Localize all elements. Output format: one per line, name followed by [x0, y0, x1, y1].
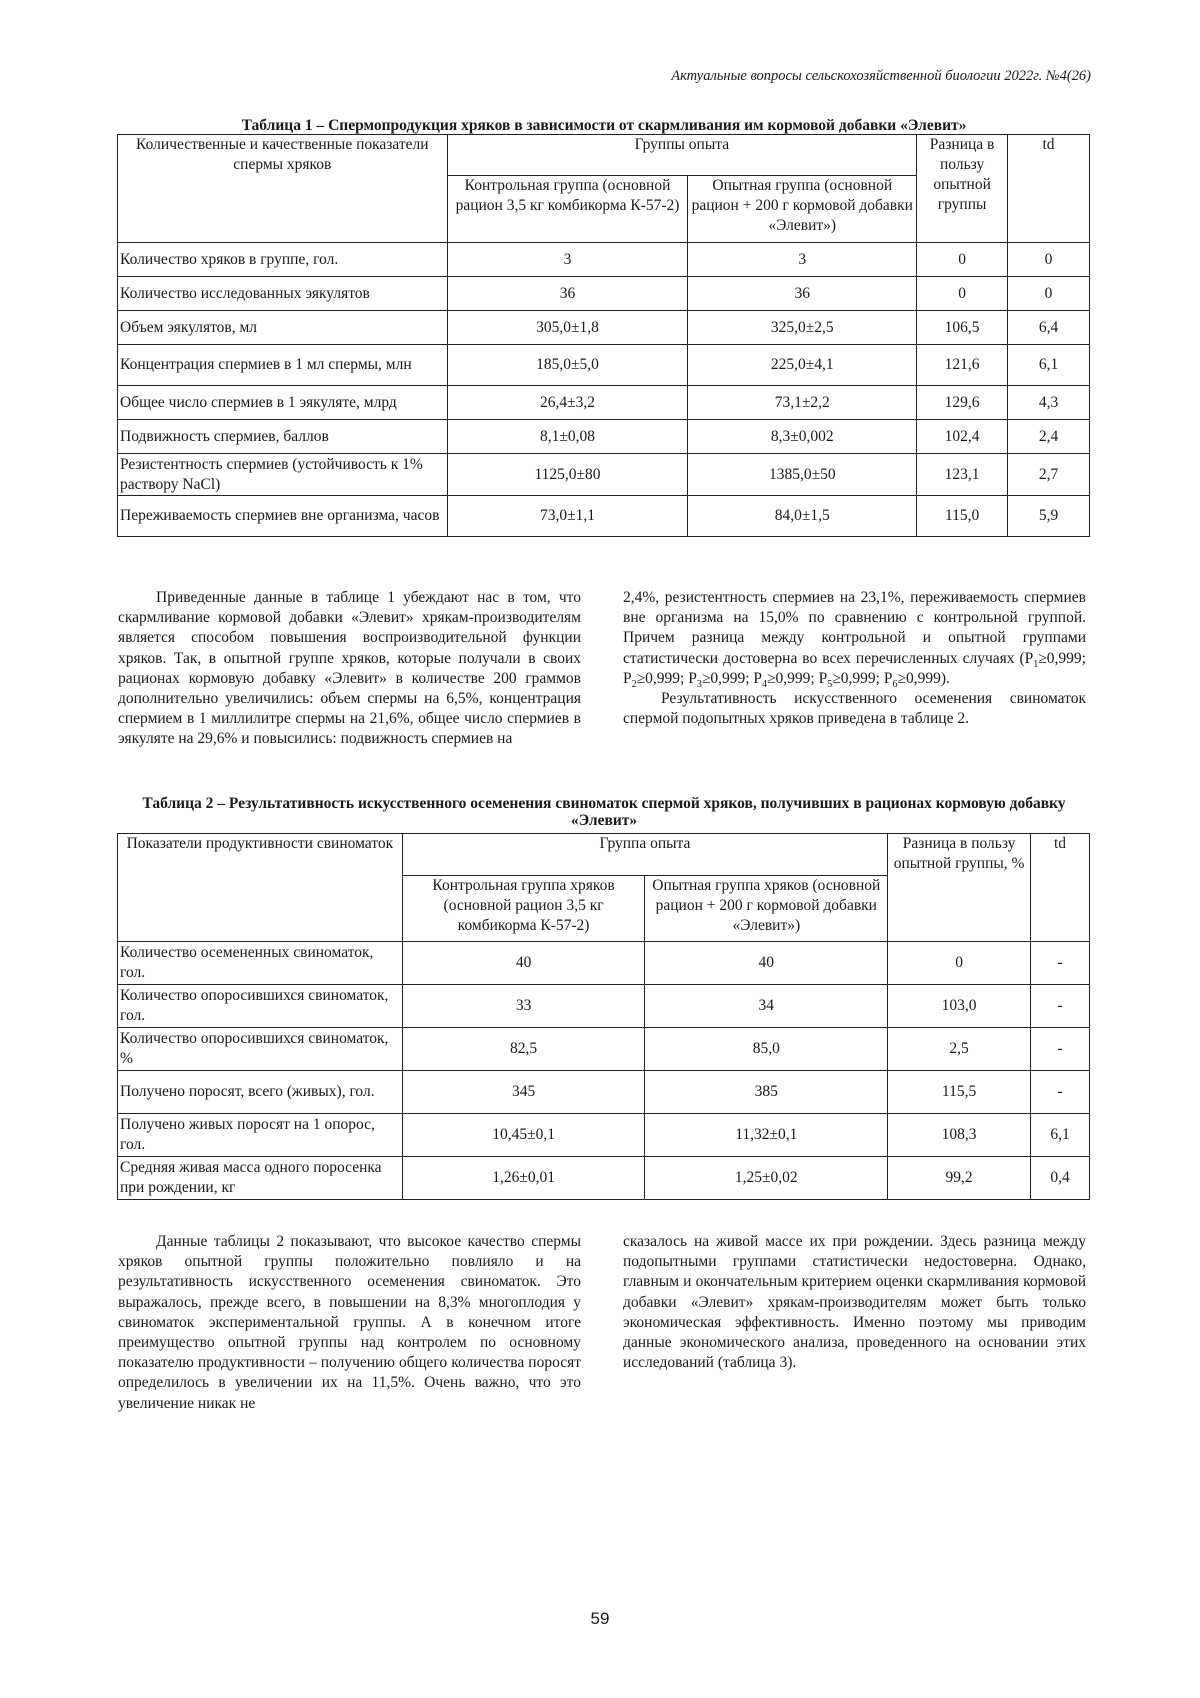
- table-row: [118, 942, 1090, 985]
- cell-td: -: [1031, 1071, 1090, 1114]
- table1-header-difference: Разница в пользу опытной группы: [917, 135, 1008, 243]
- cell-experimental: 1,25±0,02: [645, 1157, 888, 1200]
- table-row: [118, 1157, 1090, 1200]
- cell-experimental: 1385,0±50: [688, 454, 917, 496]
- cell-experimental: 34: [645, 985, 888, 1028]
- cell-td: 0: [1008, 243, 1090, 277]
- table-row: [118, 1028, 1090, 1071]
- cell-experimental: 73,1±2,2: [688, 386, 917, 420]
- cell-difference: 121,6: [917, 345, 1008, 386]
- cell-control: 26,4±3,2: [447, 386, 688, 420]
- cell-control: 40: [402, 942, 645, 985]
- table2-header-experimental: Опытная группа хряков (основной рацион + 200 г кормовой добавки «Элевит»): [645, 876, 888, 942]
- cell-control: 8,1±0,08: [447, 420, 688, 454]
- running-header: Актуальные вопросы сельскохозяйственной биологии 2022г. №4(26): [671, 68, 1091, 84]
- table-row: [118, 277, 1090, 311]
- p3-symbol: P: [688, 669, 697, 687]
- cell-control: 3: [447, 243, 688, 277]
- p4-value: ≥0,999;: [767, 669, 819, 687]
- page-number: 59: [590, 1609, 610, 1628]
- p2-symbol: P: [623, 669, 632, 687]
- cell-difference: 129,6: [917, 386, 1008, 420]
- cell-experimental: 85,0: [645, 1028, 888, 1071]
- body-text-left-2: [118, 1232, 581, 1414]
- cell-td: 4,3: [1008, 386, 1090, 420]
- row-label: Переживаемость спермиев вне организма, часов: [118, 496, 448, 537]
- cell-td: -: [1031, 1028, 1090, 1071]
- row-label: Общее число спермиев в 1 эякуляте, млрд: [118, 386, 448, 420]
- p6-subscript: 6: [892, 678, 898, 690]
- cell-td: 0,4: [1031, 1157, 1090, 1200]
- body-text-right-1: [623, 588, 1086, 729]
- cell-experimental: 225,0±4,1: [688, 345, 917, 386]
- cell-difference: 106,5: [917, 311, 1008, 345]
- p1-value: ≥0,999;: [1038, 649, 1086, 667]
- cell-control: 73,0±1,1: [447, 496, 688, 537]
- cell-difference: 123,1: [917, 454, 1008, 496]
- cell-difference: 115,5: [888, 1071, 1031, 1114]
- cell-experimental: 84,0±1,5: [688, 496, 917, 537]
- cell-control: 185,0±5,0: [447, 345, 688, 386]
- p2-value: ≥0,999;: [636, 669, 689, 687]
- table1: [117, 134, 1090, 537]
- cell-td: 2,4: [1008, 420, 1090, 454]
- p3-subscript: 3: [696, 678, 702, 690]
- cell-control: 1,26±0,01: [402, 1157, 645, 1200]
- table1-header-groups: Группы опыта: [447, 135, 916, 176]
- cell-td: 6,4: [1008, 311, 1090, 345]
- cell-control: 82,5: [402, 1028, 645, 1071]
- table2: [117, 833, 1090, 1200]
- table1-header-td: td: [1008, 135, 1090, 243]
- p5-symbol: P: [818, 669, 828, 687]
- paragraph: Данные таблицы 2 показывают, что высокое качество спермы хряков опытной группы положительно повлияло и на результативность искусственного осеменения свиноматок. Это выражалось, прежде всего, в повышении на 8,3% многоплодия у свиноматок экспериментальной группы. А в конечном итоге преимущество опытной группы над контролем по основному показателю продуктивности – получению общего количества поросят определилось в увеличении их на 11,5%. Очень важно, что это увеличение никак не: [118, 1233, 581, 1412]
- text-run: 2,4%, резистентность спермиев на 23,1%, переживаемость спермиев вне организма на 15,0% по сравнению с контрольной группой. Причем разница между контрольной и опытной группами статистически достоверна во всех перечисленных случаях (: [623, 589, 1086, 667]
- p3-value: ≥0,999;: [701, 669, 754, 687]
- cell-control: 305,0±1,8: [447, 311, 688, 345]
- cell-difference: 115,0: [917, 496, 1008, 537]
- table2-caption: Таблица 2 – Результативность искусственного осеменения свиноматок спермой хряков, получивших в рационах кормовую добавку «Элевит»: [142, 795, 1066, 829]
- cell-control: 345: [402, 1071, 645, 1114]
- row-label: Количество опоросившихся свиноматок, гол.: [118, 985, 403, 1028]
- cell-difference: 108,3: [888, 1114, 1031, 1157]
- table-row: [118, 311, 1090, 345]
- table-row: [118, 1071, 1090, 1114]
- cell-control: 33: [402, 985, 645, 1028]
- cell-control: 1125,0±80: [447, 454, 688, 496]
- cell-td: -: [1031, 985, 1090, 1028]
- p4-symbol: P: [753, 669, 763, 687]
- cell-experimental: 8,3±0,002: [688, 420, 917, 454]
- row-label: Количество опоросившихся свиноматок, %: [118, 1028, 403, 1071]
- table1-header-experimental: Опытная группа (основной рацион + 200 г кормовой добавки «Элевит»): [688, 176, 917, 243]
- table1-header-control: Контрольная группа (основной рацион 3,5 кг комбикорма К-57-2): [447, 176, 688, 243]
- table-row: [118, 345, 1090, 386]
- table-row: [118, 454, 1090, 496]
- table-row: [118, 496, 1090, 537]
- cell-experimental: 36: [688, 277, 917, 311]
- table2-header-td: td: [1031, 834, 1090, 942]
- cell-difference: 99,2: [888, 1157, 1031, 1200]
- table-row: [118, 1114, 1090, 1157]
- table-row: [118, 243, 1090, 277]
- cell-difference: 102,4: [917, 420, 1008, 454]
- table1-header-indicator: Количественные и качественные показатели спермы хряков: [118, 135, 448, 243]
- cell-difference: 0: [917, 277, 1008, 311]
- cell-td: 6,1: [1008, 345, 1090, 386]
- p5-value: ≥0,999;: [832, 669, 884, 687]
- table-row: [118, 985, 1090, 1028]
- body-text-right-2: [623, 1232, 1086, 1373]
- row-label: Получено живых поросят на 1 опорос, гол.: [118, 1114, 403, 1157]
- row-label: Средняя живая масса одного поросенка при рождении, кг: [118, 1157, 403, 1200]
- table2-header-groups: Группа опыта: [402, 834, 887, 876]
- cell-control: 10,45±0,1: [402, 1114, 645, 1157]
- cell-difference: 103,0: [888, 985, 1031, 1028]
- cell-difference: 2,5: [888, 1028, 1031, 1071]
- p6-symbol: P: [883, 669, 893, 687]
- p1-subscript: 1: [1033, 658, 1039, 670]
- cell-experimental: 3: [688, 243, 917, 277]
- cell-control: 36: [447, 277, 688, 311]
- paragraph: Приведенные данные в таблице 1 убеждают нас в том, что скармливание кормовой добавки «Элевит» хрякам-производителям является способом повышения воспроизводительной функции хряков. Так, в опытной группе хряков, которые получали в своих рационах кормовую добавку «Элевит» в количестве 200 граммов дополнительно увеличились: объем спермы на 6,5%, концентрация спермием в 1 миллилитре спермы на 21,6%, общее число спермиев в эякуляте на 29,6% и повысились: подвижность спермиев на: [118, 589, 581, 748]
- row-label: Количество хряков в группе, гол.: [118, 243, 448, 277]
- table-row: [118, 420, 1090, 454]
- p1-symbol: P: [1024, 649, 1034, 667]
- row-label: Объем эякулятов, мл: [118, 311, 448, 345]
- cell-experimental: 11,32±0,1: [645, 1114, 888, 1157]
- row-label: Подвижность спермиев, баллов: [118, 420, 448, 454]
- row-label: Количество исследованных эякулятов: [118, 277, 448, 311]
- cell-experimental: 40: [645, 942, 888, 985]
- table-row: [118, 386, 1090, 420]
- cell-experimental: 385: [645, 1071, 888, 1114]
- table2-header-difference: Разница в пользу опытной группы, %: [888, 834, 1031, 942]
- cell-experimental: 325,0±2,5: [688, 311, 917, 345]
- row-label: Получено поросят, всего (живых), гол.: [118, 1071, 403, 1114]
- table2-header-indicator: Показатели продуктивности свиноматок: [118, 834, 403, 942]
- p4-subscript: 4: [762, 678, 768, 690]
- row-label: Количество осемененных свиноматок, гол.: [118, 942, 403, 985]
- paragraph: сказалось на живой массе их при рождении. Здесь разница между подопытными группами статистически недостоверна. Однако, главным и окончательным критерием оценки скармливания кормовой добавки «Элевит» хрякам-производителям может быть только экономическая эффективность. Именно поэтому мы приводим данные экономического анализа, проведенного на основании этих исследований (таблица 3).: [623, 1233, 1086, 1372]
- body-text-left-1: [118, 588, 581, 750]
- cell-td: 0: [1008, 277, 1090, 311]
- cell-td: -: [1031, 942, 1090, 985]
- table1-caption: Таблица 1 – Спермопродукция хряков в зависимости от скармливания им кормовой добавки «Элевит»: [241, 117, 967, 134]
- cell-td: 5,9: [1008, 496, 1090, 537]
- row-label: Резистентность спермиев (устойчивость к 1% раствору NaCl): [118, 454, 448, 496]
- cell-td: 2,7: [1008, 454, 1090, 496]
- paragraph: [623, 588, 1086, 689]
- cell-difference: 0: [888, 942, 1031, 985]
- cell-difference: 0: [917, 243, 1008, 277]
- row-label: Концентрация спермиев в 1 мл спермы, млн: [118, 345, 448, 386]
- p5-subscript: 5: [827, 678, 833, 690]
- cell-td: 6,1: [1031, 1114, 1090, 1157]
- table2-header-control: Контрольная группа хряков (основной рацион 3,5 кг комбикорма К-57-2): [402, 876, 645, 942]
- paragraph: Результативность искусственного осеменения свиноматок спермой подопытных хряков приведена в таблице 2.: [623, 690, 1086, 728]
- p2-subscript: 2: [631, 678, 637, 690]
- p6-value: ≥0,999).: [897, 669, 950, 687]
